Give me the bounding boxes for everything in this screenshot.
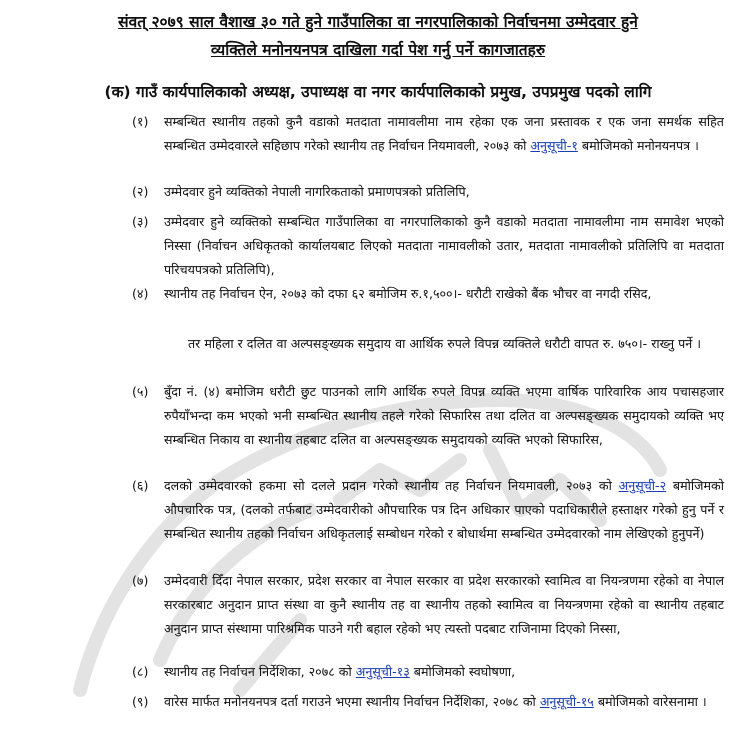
item-text-end: बमोजिमको स्वघोषणा, — [413, 664, 516, 679]
page-title-line-2: व्यक्तिले मनोनयनपत्र दाखिला गर्दा पेश गर्नु पर्ने कागजातहरु — [210, 41, 546, 59]
section-heading: (क) गाउँ कार्यपालिकाको अध्यक्ष, उपाध्यक्ष वा नगर कार्यपालिकाको प्रमुख, उपप्रमुख पदको लागि — [104, 83, 652, 101]
item-text-end: बमोजिमको वारेसनामा । — [597, 694, 707, 709]
annex-15-link[interactable]: अनुसूची-१५ — [539, 694, 594, 709]
list-item-4 — [132, 282, 724, 306]
item-text: उम्मेदवार हुने व्यक्तिको सम्बन्धित गाउँपालिका वा नगरपालिकाको कुनै वडाको मतदाता नामावलीमा नाम समावेश भएको निस्सा (निर्वाचन अधिकृतको कार्यालयबाट लिएको मतदाता नामावलीको उतार, मतदाता नामावलीको प्रतिलिपि वा मतदाता परिचयपत्रको प्रतिलिपि), — [164, 214, 724, 277]
item-number: (९) — [132, 694, 149, 709]
item-number: (१) — [132, 114, 149, 129]
item-note: तर महिला र दलित वा अल्पसङ्ख्यक समुदाय वा आर्थिक रुपले विपन्न व्यक्तिले धरौटी वापत रु. ७५०।- राख्नु पर्ने । — [188, 336, 702, 351]
list-item-9 — [132, 690, 724, 714]
item-number: (७) — [132, 573, 149, 588]
list-item-5 — [132, 380, 724, 452]
list-item-2 — [132, 180, 724, 204]
list-item-7 — [132, 569, 724, 641]
item-text-end: बमोजिमको मनोनयनपत्र । — [581, 138, 699, 153]
item-text: स्थानीय तह निर्वाचन ऐन, २०७३ को दफा ६२ बमोजिम रु.१,५००।- धरौटी राखेको बैंक भौचर वा नगदी रसिद, — [164, 286, 652, 301]
item-text: स्थानीय तह निर्वाचन निर्देशिका, २०७८ को — [164, 664, 352, 679]
item-number: (६) — [132, 478, 149, 493]
list-item-1 — [132, 110, 724, 158]
item-text: बुँदा नं. (४) बमोजिम धरौटी छुट पाउनको लागि आर्थिक रुपले विपन्न व्यक्ति भएमा वार्षिक पारिवारिक आय पचासहजार रुपैयाँभन्दा कम भएको भनी सम्बन्धित स्थानीय तहले गरेको सिफारिस तथा दलित वा अल्पसङ्ख्यक समुदायको व्यक्ति भए सम्बन्धित निकाय वा स्थानीय तहबाट दलित वा अल्पसङ्ख्यक समुदायको व्यक्ति भएको सिफारिस, — [164, 384, 724, 447]
item-text: उम्मेदवार हुने व्यक्तिको नेपाली नागरिकताको प्रमाणपत्रको प्रतिलिपि, — [164, 184, 470, 199]
item-text: वारेस मार्फत मनोनयनपत्र दर्ता गराउने भएमा स्थानीय निर्वाचन निर्देशिका, २०७८ को — [164, 694, 536, 709]
item-text-end: बमोजिमको औपचारिक पत्र, (दलको तर्फबाट उम्मेदवारीको औपचारिक पत्र दिन अधिकार पाएको पदाधिकारीले हस्ताक्षर गरेको हुनु पर्ने र सम्बन्धित स्थानीय तहको निर्वाचन अधिकृतलाई सम्बोधन गरेको र बोधार्थमा सम्बन्धित उम्मेदवारको नाम लेखिएको हुनुपर्ने) — [164, 478, 724, 541]
page-title-line-1: संवत् २०७९ साल वैशाख ३० गते हुने गाउँपालिका वा नगरपालिकाको निर्वाचनमा उम्मेदवार हुने — [118, 13, 638, 31]
list-item-4-note — [132, 332, 724, 356]
item-number: (३) — [132, 214, 149, 229]
item-text: सम्बन्धित स्थानीय तहको कुनै वडाको मतदाता नामावलीमा नाम रहेका एक जना प्रस्तावक र एक जना समर्थक सहित सम्बन्धित उम्मेदवारले सहिछाप गरेको स्थानीय तह निर्वाचन नियमावली, २०७३ को — [164, 114, 724, 153]
item-text: उम्मेदवारी दिँदा नेपाल सरकार, प्रदेश सरकार वा नेपाल सरकार वा प्रदेश सरकारको स्वामित्व वा नियन्त्रणमा रहेको वा नेपाल सरकारबाट अनुदान प्राप्त संस्था वा कुनै स्थानीय तह वा स्थानीय तहको स्वामित्व वा नियन्त्रणमा रहेको वा स्थानीय तहबाट अनुदान प्राप्त संस्थामा पारिश्रमिक पाउने गरी बहाल रहेको भए त्यस्तो पदबाट राजिनामा दिएको निस्सा, — [164, 573, 724, 636]
annex-2-link[interactable]: अनुसूची-२ — [618, 478, 667, 493]
list-item-6 — [132, 474, 724, 546]
annex-13-link[interactable]: अनुसूची-१३ — [355, 664, 410, 679]
list-item-8 — [132, 660, 724, 684]
item-number: (४) — [132, 286, 149, 301]
item-number: (८) — [132, 664, 149, 679]
annex-1-link[interactable]: अनुसूची-१ — [530, 138, 578, 153]
item-text: दलको उम्मेदवारको हकमा सो दलले प्रदान गरेको स्थानीय तह निर्वाचन नियमावली, २०७३ को — [164, 478, 612, 493]
list-item-3 — [132, 210, 724, 282]
item-number: (५) — [132, 384, 149, 399]
item-number: (२) — [132, 184, 149, 199]
